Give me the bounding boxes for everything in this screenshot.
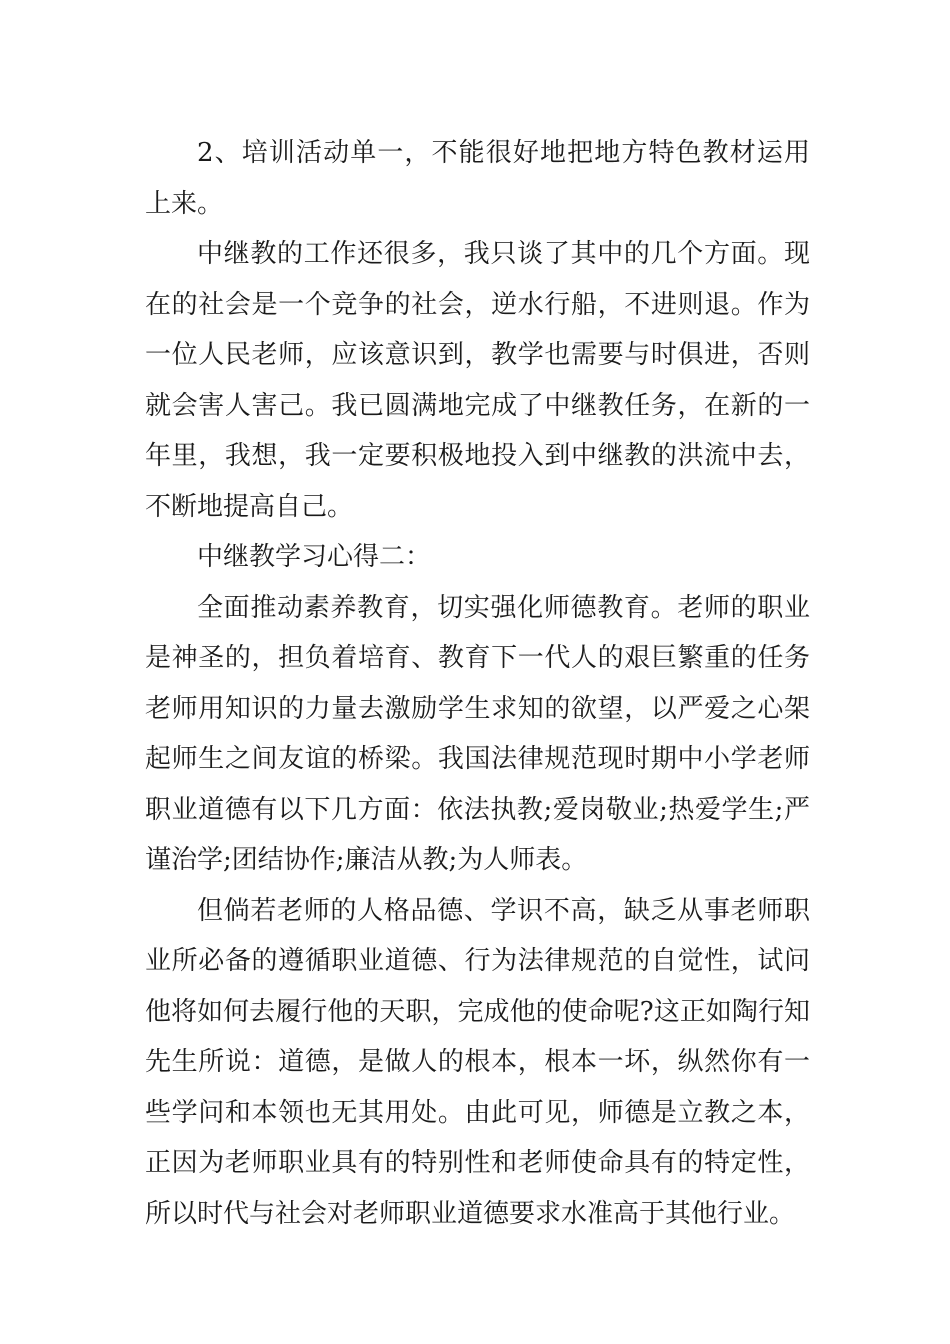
paragraph-continuing-education: 中继教的工作还很多，我只谈了其中的几个方面。现在的社会是一个竞争的社会，逆水行船，不进则退。作为一位人民老师，应该意识到，教学也需要与时俱进，否则就会害人害己。我已圆满地完成了中继教任务，在新的一年里，我想，我一定要积极地投入到中继教的洪流中去，不断地提高自己。: [145, 239, 810, 522]
document-body: [145, 128, 810, 1239]
section-heading: 中继教学习心得二：: [197, 542, 432, 572]
paragraph-ethics-education: 全面推动素养教育，切实强化师德教育。老师的职业是神圣的，担负着培育、教育下一代人的艰巨繁重的任务老师用知识的力量去激励学生求知的欲望，以严爱之心架起师生之间友谊的桥梁。我国法律规范现时期中小学老师职业道德有以下几方面：依法执教;爱岗敬业;热爱学生;严谨治学;团结协作;廉洁从教;为人师表。: [145, 592, 810, 875]
paragraph-teacher-morality: 但倘若老师的人格品德、学识不高，缺乏从事老师职业所必备的遵循职业道德、行为法律规范的自觉性，试问他将如何去履行他的天职，完成他的使命呢?这正如陶行知先生所说：道德，是做人的根本，根本一坏，纵然你有一些学问和本领也无其用处。由此可见，师德是立教之本，正因为老师职业具有的特别性和老师使命具有的特定性，所以时代与社会对老师职业道德要求水准高于其他行业。: [145, 895, 810, 1229]
paragraph-training-issue: 2、培训活动单一，不能很好地把地方特色教材运用上来。: [145, 138, 810, 219]
